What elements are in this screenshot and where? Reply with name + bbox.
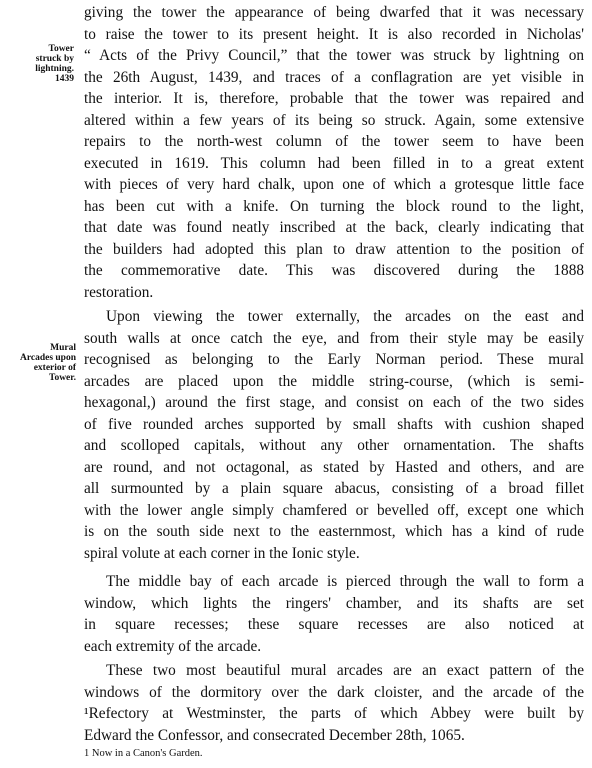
text-line: that date was found neatly inscribed at the back, clearly indicating that xyxy=(84,219,584,236)
text-line: recognised as belonging to the Early Norman period. These mural xyxy=(84,351,584,368)
text-line: spiral volute at each corner in the Ionic style. xyxy=(84,544,360,562)
text-line: hexagonal,) around the first stage, and consist on each of the two sides xyxy=(84,394,584,411)
text-line: Edward the Confessor, and consecrated December 28th, 1065. xyxy=(84,726,465,744)
text-line: “ Acts of the Privy Council,” that the tower was struck by lightning on xyxy=(84,47,584,64)
text-line: altered within a few years of its being so struck. Again, some extensive xyxy=(84,111,584,129)
margin-note-line: struck by xyxy=(35,54,74,64)
text-line: restoration. xyxy=(84,283,154,301)
text-line: has been cut with a knife. On turning the block round to the light, xyxy=(84,197,584,215)
margin-note-line: Arcades upon xyxy=(19,353,76,363)
text-line: to raise the tower to its present height. It is also recorded in Nicholas' xyxy=(84,25,584,43)
margin-note-line: 1439 xyxy=(55,74,74,84)
paragraph-westminster xyxy=(84,660,584,746)
text-line: arcades are placed upon the middle string-course, (which is semi- xyxy=(84,372,584,390)
footnote: 1 Now in a Canon's Garden. xyxy=(84,748,203,759)
margin-note-lightning xyxy=(14,44,74,84)
text-line: These two most beautiful mural arcades are an exact pattern of the xyxy=(106,662,584,679)
text-line: of five rounded arches supported by small shafts with cushion shaped xyxy=(84,415,584,433)
text-line: executed in 1619. This column had been filled in to a great extent xyxy=(84,154,584,172)
margin-note-mural-arcades xyxy=(16,343,76,383)
margin-note-line: lightning. xyxy=(35,64,74,74)
text-line: each extremity of the arcade. xyxy=(84,637,262,655)
margin-note-line: Tower xyxy=(48,44,74,54)
text-line: the 26th August, 1439, and traces of a conflagration are yet visible in xyxy=(84,68,584,86)
text-line: the builders had adopted this plan to draw attention to the position of xyxy=(84,240,584,258)
text-line: ¹Refectory at Westminster, the parts of which Abbey were built by xyxy=(84,705,584,722)
text-line: are round, and not octagonal, as stated by Hasted and others, and are xyxy=(84,458,584,476)
text-line: south walls at once catch the eye, and from their style may be easily xyxy=(84,329,584,347)
text-line: window, which lights the ringers' chamber, and its shafts are set xyxy=(84,594,584,612)
text-line: giving the tower the appearance of being dwarfed that it was necessary xyxy=(84,4,584,21)
text-line: with pieces of very hard chalk, upon one of which a grotesque little face xyxy=(84,176,584,193)
paragraph-lightning xyxy=(84,2,584,303)
text-line: The middle bay of each arcade is pierced through the wall to form a xyxy=(106,573,584,590)
text-line: Upon viewing the tower externally, the arcades on the east and xyxy=(106,308,584,325)
margin-note-line: Mural xyxy=(50,343,76,353)
text-line: the commemorative date. This was discovered during the 1888 xyxy=(84,262,584,279)
text-line: the interior. It is, therefore, probable that the tower was repaired and xyxy=(84,90,584,107)
margin-note-line: Tower. xyxy=(48,373,76,383)
text-line: all surmounted by a plain square abacus, consisting of a broad fillet xyxy=(84,480,584,497)
margin-note-line: exterior of xyxy=(33,363,76,373)
text-line: repairs to the north-west column of the tower seem to have been xyxy=(84,133,584,150)
text-line: and scolloped capitals, without any other ornamentation. The shafts xyxy=(84,437,584,454)
paragraph-mural-arcades xyxy=(84,306,584,564)
paragraph-middle-bay xyxy=(84,571,584,657)
text-line: in square recesses; these square recesses are also noticed at xyxy=(84,616,584,633)
text-line: windows of the dormitory over the dark cloister, and the arcade of the xyxy=(84,683,584,701)
text-line: is on the south side next to the easternmost, which has a kind of rude xyxy=(84,523,584,540)
text-line: with the lower angle simply chamfered or bevelled off, except one which xyxy=(84,501,584,519)
